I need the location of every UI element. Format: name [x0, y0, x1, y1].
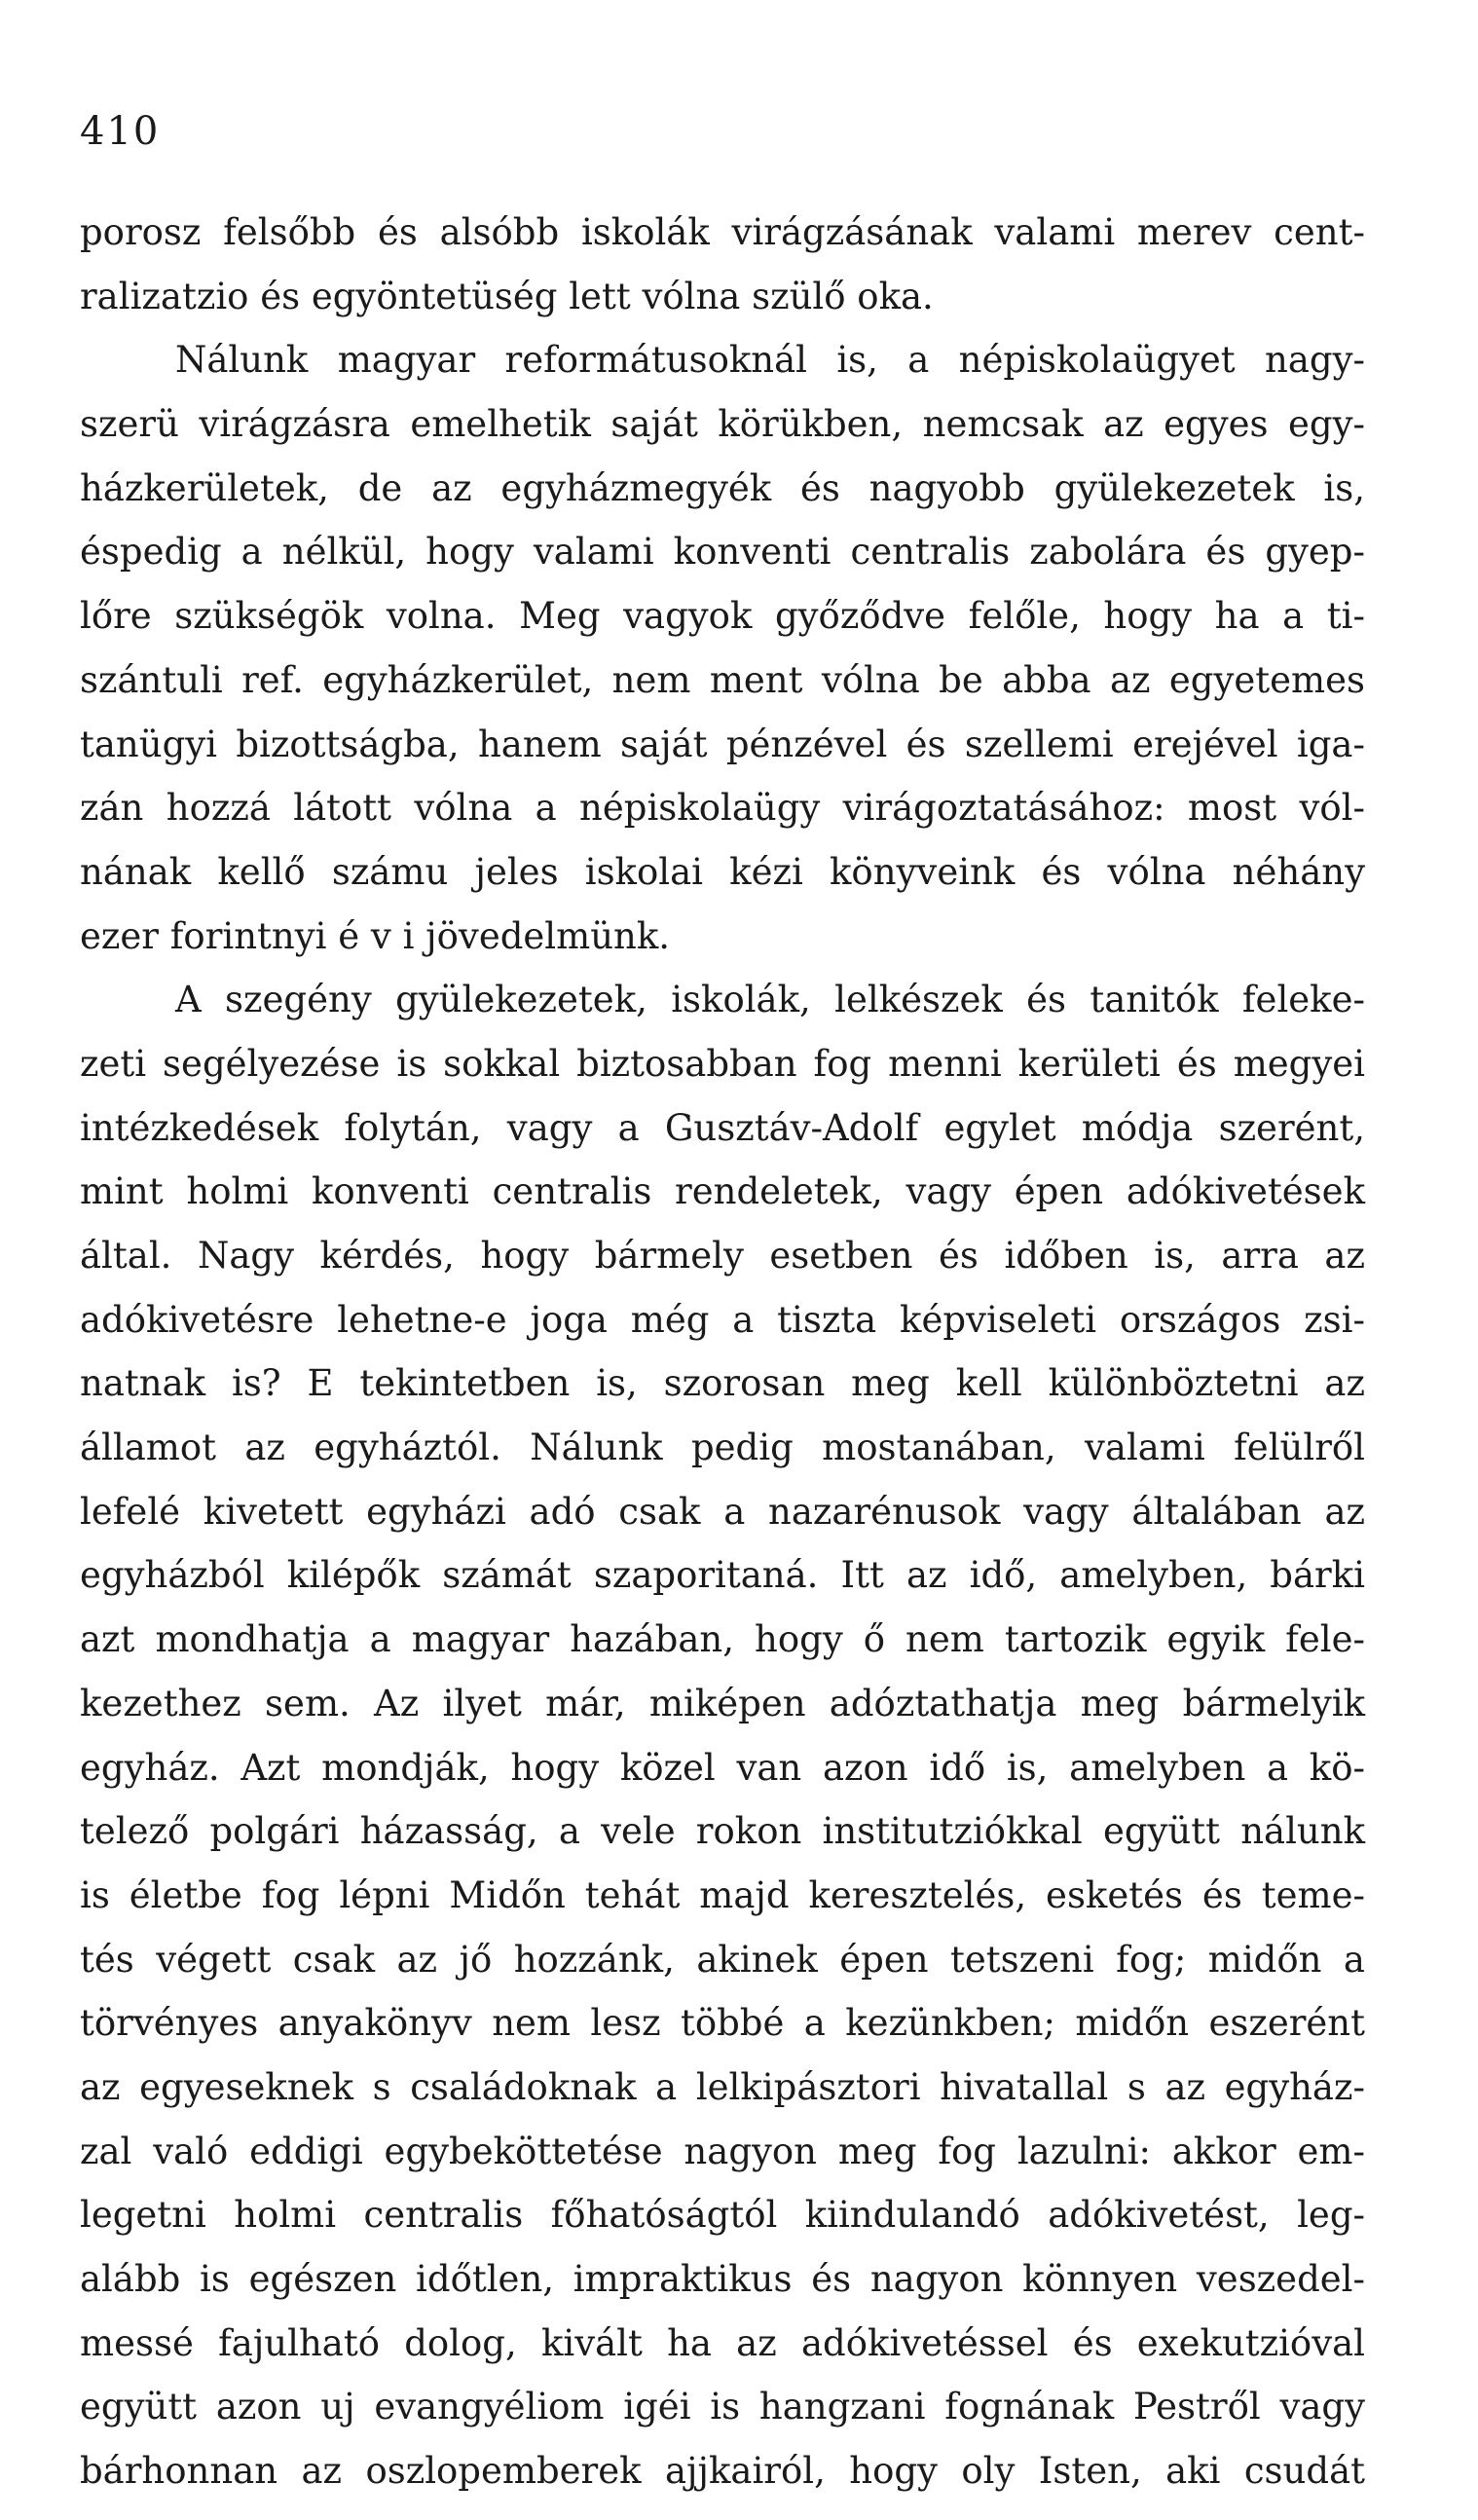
text-line: zal való eddigi egybeköttetése nagyon meg fog lazulni: akkor em- — [80, 2130, 1365, 2172]
text-line: zán hozzá látott vólna a népiskolaügy virágoztatásához: most vól- — [80, 787, 1365, 830]
text-line: államot az egyháztól. Nálunk pedig mostanában, valami felülről — [80, 1427, 1365, 1469]
text-line: porosz felsőbb és alsóbb iskolák virágzásának valami merev cent- — [80, 211, 1365, 253]
text-line: bárhonnan az oszlopemberek ajjkairól, hogy oly Isten, aki csudát — [80, 2450, 1365, 2493]
text-line: azt mondhatja a magyar hazában, hogy ő nem tartozik egyik fele- — [80, 1618, 1365, 1661]
text-line: nának kellő számu jeles iskolai kézi könyveink és vólna néhány — [80, 850, 1365, 893]
text-line: adókivetésre lehetne-e joga még a tiszta képviseleti országos zsi- — [80, 1298, 1365, 1341]
text-line: az egyeseknek s családoknak a lelkipásztori hivatallal s az egyház- — [80, 2065, 1365, 2108]
text-line: Nálunk magyar reformátusoknál is, a népiskolaügyet nagy- — [175, 339, 1365, 382]
text-line: alább is egészen időtlen, impraktikus és nagyon könnyen veszedel- — [80, 2258, 1365, 2300]
text-line: tanügyi bizottságba, hanem saját pénzével és szellemi erejével iga- — [80, 723, 1365, 765]
text-line: telező polgári házasság, a vele rokon institutziókkal együtt nálunk — [80, 1810, 1365, 1853]
text-line: egyház. Azt mondják, hogy közel van azon idő is, amelyben a kö- — [80, 1746, 1365, 1789]
text-line: ezer forintnyi é v i jövedelmünk. — [80, 914, 671, 957]
text-line: is életbe fog lépni Midőn tehát majd keresztelés, esketés és teme- — [80, 1873, 1365, 1916]
text-line: törvényes anyakönyv nem lesz többé a kezünkben; midőn eszerént — [80, 2002, 1365, 2045]
text-line: együtt azon uj evangyéliom igéi is hangzani fognának Pestről vagy — [80, 2386, 1365, 2428]
body-text — [80, 201, 1365, 2503]
text-line: tés végett csak az jő hozzánk, akinek épen tetszeni fog; midőn a — [80, 1938, 1365, 1981]
text-line: zeti segélyezése is sokkal biztosabban fog menni kerületi és megyei — [80, 1042, 1365, 1085]
text-line: szerü virágzásra emelhetik saját körükben, nemcsak az egyes egy- — [80, 403, 1365, 446]
text-line: mint holmi konventi centralis rendeletek, vagy épen adókivetések — [80, 1170, 1365, 1213]
text-line: ralizatzio és egyöntetüség lett vólna szülő oka. — [80, 275, 934, 317]
text-line: által. Nagy kérdés, hogy bármely esetben és időben is, arra az — [80, 1235, 1365, 1277]
text-line: lefelé kivetett egyházi adó csak a nazarénusok vagy általában az — [80, 1490, 1365, 1533]
text-line: házkerületek, de az egyházmegyék és nagyobb gyülekezetek is, — [80, 466, 1365, 509]
text-line: egyházból kilépők számát szaporitaná. Itt az idő, amelyben, bárki — [80, 1554, 1365, 1597]
text-line: intézkedések folytán, vagy a Gusztáv-Adolf egylet módja szerént, — [80, 1106, 1365, 1149]
text-line: natnak is? E tekintetben is, szorosan meg kell különböztetni az — [80, 1362, 1365, 1405]
text-line: szántuli ref. egyházkerület, nem ment vólna be abba az egyetemes — [80, 658, 1365, 701]
text-line: messé fajulható dolog, kivált ha az adókivetéssel és exekutzióval — [80, 2321, 1365, 2364]
text-line: éspedig a nélkül, hogy valami konventi centralis zabolára és gyep- — [80, 531, 1365, 574]
text-line: legetni holmi centralis főhatóságtól kiindulandó adókivetést, leg- — [80, 2194, 1365, 2237]
page-number: 410 — [80, 109, 161, 154]
text-line: lőre szükségök volna. Meg vagyok győződve felőle, hogy ha a ti- — [80, 595, 1365, 638]
text-line: kezethez sem. Az ilyet már, miképen adóztathatja meg bármelyik — [80, 1682, 1365, 1724]
text-line: A szegény gyülekezetek, iskolák, lelkészek és tanitók feleke- — [175, 979, 1365, 1021]
